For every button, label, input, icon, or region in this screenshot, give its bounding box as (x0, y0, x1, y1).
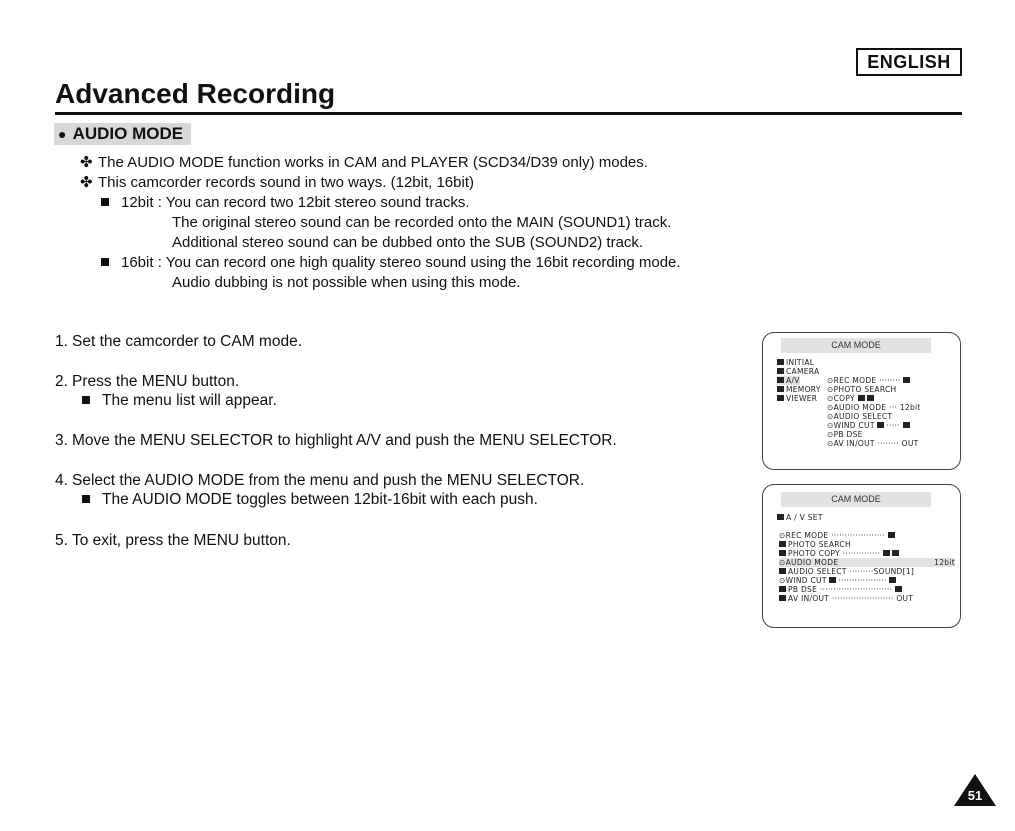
section-heading (54, 123, 191, 145)
bit-detail: Audio dubbing is not possible when using this mode. (172, 274, 521, 291)
bit-item: 12bit : You can record two 12bit stereo sound tracks. (101, 194, 470, 212)
bit-detail: The original stereo sound can be recorded onto the MAIN (SOUND1) track. (172, 214, 672, 231)
screen-header: CAM MODE (781, 492, 931, 507)
screen-subtitle: A / V SET (777, 513, 823, 522)
square-bullet-icon (82, 495, 90, 503)
step-4: 4. Select the AUDIO MODE from the menu and push the MENU SELECTOR. (55, 472, 585, 489)
category-av: A/V (777, 376, 800, 385)
square-bullet-icon (101, 198, 109, 206)
bit-detail: Additional stereo sound can be dubbed onto the SUB (SOUND2) track. (172, 234, 644, 251)
step-4-sub: The AUDIO MODE toggles between 12bit-16bit with each push. (82, 491, 538, 509)
title-rule (55, 112, 962, 115)
intro-line: ✤ This camcorder records sound in two ways. (12bit, 16bit) (80, 174, 474, 191)
menu-item: ⊙AV IN/OUT ········ OUT (827, 439, 919, 448)
menu-item: AUDIO SELECT ·········SOUND[1] (779, 567, 914, 576)
menu-item: ⊙COPY (827, 394, 876, 403)
category-viewer: VIEWER (777, 394, 817, 403)
section-title: AUDIO MODE (72, 124, 184, 143)
menu-item: PHOTO SEARCH (779, 540, 851, 549)
intro-line: ✤ The AUDIO MODE function works in CAM and PLAYER (SCD34/D39 only) modes. (80, 154, 648, 171)
menu-item: ⊙WIND CUT ·················· (779, 576, 898, 585)
square-bullet-icon (82, 396, 90, 404)
menu-item: ⊙AUDIO SELECT (827, 412, 893, 421)
category-initial: INITIAL (777, 358, 814, 367)
clover-bullet-icon: ✤ (80, 174, 93, 191)
category-memory: MEMORY (777, 385, 821, 394)
page-number: 51 (967, 788, 983, 803)
step-2: 2. Press the MENU button. (55, 373, 240, 390)
menu-item: ⊙PHOTO SEARCH (827, 385, 897, 394)
menu-item: ⊙WIND CUT ····· (827, 421, 912, 430)
step-3: 3. Move the MENU SELECTOR to highlight A/V and push the MENU SELECTOR. (55, 432, 617, 449)
menu-item: ⊙REC MODE ········ (827, 376, 912, 385)
menu-item-selected: ⊙AUDIO MODE 12bit (779, 558, 955, 567)
clover-bullet-icon: ✤ (80, 154, 93, 171)
menu-screen-av-set (762, 484, 961, 628)
step-5: 5. To exit, press the MENU button. (55, 532, 291, 549)
menu-item: PHOTO COPY ·············· (779, 549, 901, 558)
page-number-badge (952, 772, 998, 808)
menu-item: PB DSE ··························· (779, 585, 904, 594)
step-1: 1. Set the camcorder to CAM mode. (55, 333, 303, 350)
bit-item: 16bit : You can record one high quality stereo sound using the 16bit recording mode. (101, 254, 681, 272)
square-bullet-icon (101, 258, 109, 266)
menu-item: ⊙AUDIO MODE ··· 12bit (827, 403, 921, 412)
menu-item: ⊙PB DSE (827, 430, 863, 439)
category-camera: CAMERA (777, 367, 819, 376)
language-badge: ENGLISH (856, 48, 962, 76)
page-title: Advanced Recording (55, 78, 336, 109)
menu-item: AV IN/OUT ······················· OUT (779, 594, 913, 603)
menu-screen-cam-mode (762, 332, 961, 470)
screen-header: CAM MODE (781, 338, 931, 353)
step-2-sub: The menu list will appear. (82, 392, 277, 410)
bullet-dot-icon: ● (58, 126, 67, 142)
menu-item: ⊙REC MODE ···················· (779, 531, 897, 540)
